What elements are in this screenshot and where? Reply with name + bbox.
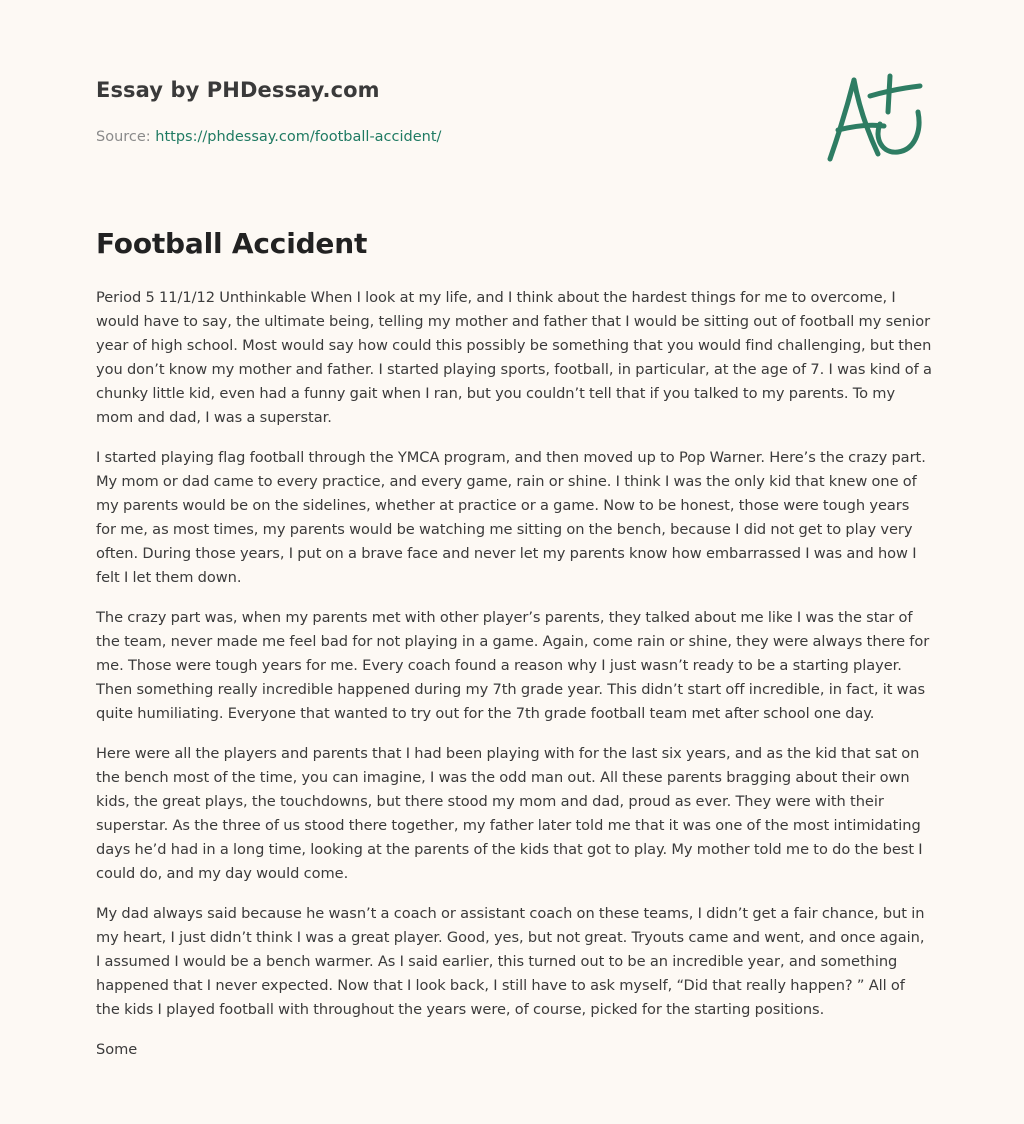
essay-paragraph: Period 5 11/1/12 Unthinkable When I look at my life, and I think about the hardest things for me to overcome, I would have to say, the ultimate being, telling my mother and father that I would be sitting out of football my senior year of high school. Most would say how could this possibly be something that you would find challenging, but then you don’t know my mother and father. I started playing sports, football, in particular, at the age of 7. I was kind of a chunky little kid, even had a funny gait when I ran, but you couldn’t tell that if you talked to my parents. To my mom and dad, I was a superstar. bbox=[96, 289, 932, 426]
essay-paragraph: Here were all the players and parents that I had been playing with for the last six years, and as the kid that sat on the bench most of the time, you can imagine, I was the odd man out. All these parents bragging about their own kids, the great plays, the touchdowns, but there stood my mom and dad, proud as ever. They were with their superstar. As the three of us stood there together, my father later told me that it was one of the most intimidating days he’d had in a long time, looking at the parents of the kids that got to play. My mother told me to do the best I could do, and my day would come. bbox=[96, 745, 923, 882]
source-line bbox=[96, 127, 796, 147]
essay-paragraph: The crazy part was, when my parents met with other player’s parents, they talked about me like I was the star of the team, never made me feel bad for not playing in a game. Again, come rain or shine, they were always there for me. Those were tough years for me. Every coach found a reason why I just wasn’t ready to be a starting player. Then something really incredible happened during my 7th grade year. This didn’t start off incredible, in fact, it was quite humiliating. Everyone that wanted to try out for the 7th grade football team met after school one day. bbox=[96, 609, 930, 722]
a-right-stroke bbox=[854, 80, 878, 154]
essay-paragraph: My dad always said because he wasn’t a coach or assistant coach on these teams, I didn’t get a fair chance, but in my heart, I just didn’t think I was a great player. Good, yes, but not great. Tryouts came and went, and once again, I assumed I would be a bench warmer. As I said earlier, this turned out to be an incredible year, and something happened that I never expected. Now that I look back, I still have to ask myself, “Did that really happen? ” All of the kids I played football with throughout the years were, of course, picked for the starting positions. bbox=[96, 905, 925, 1018]
source-label: Source: bbox=[96, 129, 156, 145]
essay-body bbox=[96, 286, 932, 1078]
site-brand: Essay by PHDessay.com bbox=[96, 78, 380, 102]
source-link[interactable]: https://phdessay.com/football-accident/ bbox=[155, 129, 442, 145]
a-left-stroke bbox=[830, 80, 854, 159]
plus-horizontal bbox=[870, 86, 920, 96]
circle-swoosh bbox=[878, 112, 919, 152]
essay-paragraph: I started playing flag football through the YMCA program, and then moved up to Pop Warner. Here’s the crazy part. My mom or dad came to every practice, and every game, rain or shine. I think I was the only kid that knew one of my parents would be on the sidelines, whether at practice or a game. Now to be honest, those were tough years for me, as most times, my parents would be watching me sitting on the bench, because I did not get to play very often. During those years, I put on a brave face and never let my parents know how embarrassed I was and how I felt I let them down. bbox=[96, 449, 926, 586]
page-header bbox=[96, 76, 796, 147]
essay-paragraph: Some bbox=[96, 1041, 138, 1058]
essay-title: Football Accident bbox=[96, 227, 368, 260]
a-plus-grade-icon bbox=[818, 66, 930, 166]
plus-vertical bbox=[888, 76, 890, 112]
a-plus-logo-svg bbox=[818, 66, 930, 166]
